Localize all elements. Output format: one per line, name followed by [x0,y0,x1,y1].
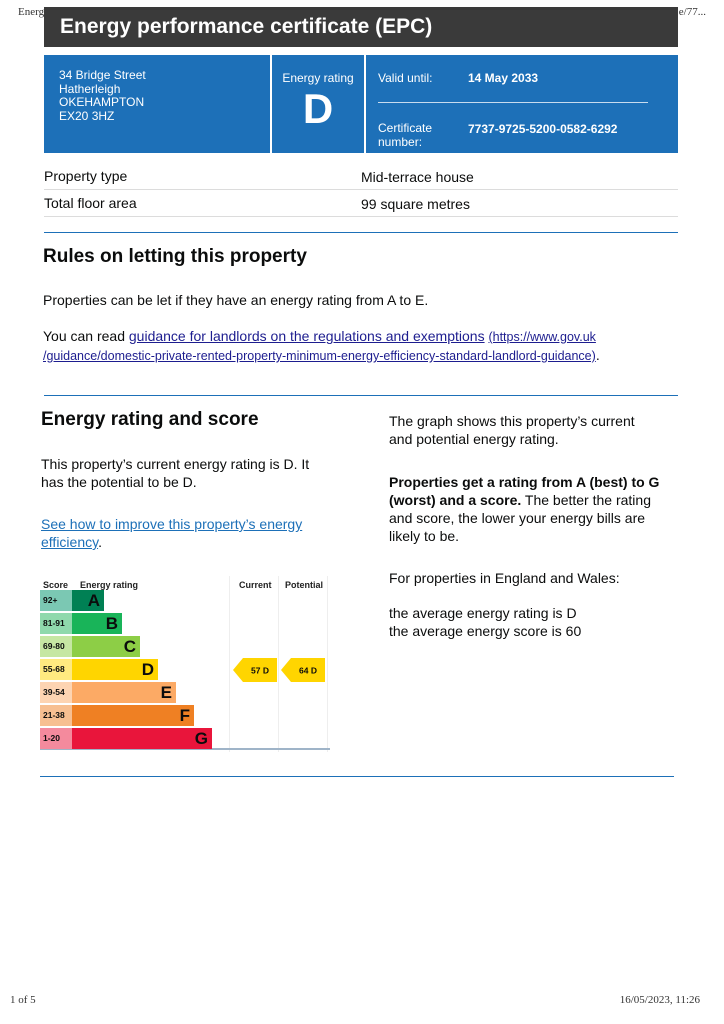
band-letter: F [179,706,190,725]
average-score-line: the average energy score is 60 [389,623,582,639]
guidance-suffix: . [595,347,600,363]
section-divider [44,395,678,396]
print-footer-left: 1 of 5 [10,994,36,1006]
band-letter: G [194,729,208,748]
letting-heading: Rules on letting this property [43,246,307,267]
band-bar [72,659,158,680]
energy-rating-chart [40,576,330,756]
band-score-label: 39-54 [40,682,72,703]
band-score-label: 21-38 [40,705,72,726]
floor-area-row [44,189,678,217]
current-rating-line: has the potential to be D. [41,474,197,490]
chart-gridline [229,576,230,752]
chart-header-rating: Energy rating [80,580,139,590]
chart-gridline [327,576,328,752]
rating-explanation-text: and score, the lower your energy bills are [389,510,646,526]
floor-area-value: 99 square metres [361,196,470,212]
floor-area-label: Total floor area [44,195,137,211]
band-score-label: 55-68 [40,659,72,680]
address-line: Hatherleigh [59,81,121,96]
chart-header-potential: Potential [285,580,324,590]
band-bar [72,590,104,611]
average-text [389,604,581,640]
improve-suffix: . [98,534,102,550]
band-score-label: 92+ [40,590,72,611]
rating-explanation-text: likely to be. [389,528,460,544]
band-bar [72,728,212,749]
energy-heading: Energy rating and score [41,409,259,430]
divider [364,55,366,153]
print-header-right: e/77... [678,6,706,18]
certificate-number-value: 7737-9725-5200-0582-6292 [468,122,618,136]
chart-header-score: Score [43,580,69,590]
rating-explanation-text: The better the rating [521,492,651,508]
guidance-url[interactable]: (https://www.gov.uk [488,330,596,344]
band-bar [72,613,122,634]
graph-description-line: and potential energy rating. [389,431,559,447]
current-rating-label: 57 D [251,665,269,675]
improve-paragraph [41,515,302,551]
potential-rating-arrow [281,658,325,682]
divider [270,55,272,153]
graph-description-line: The graph shows this property’s current [389,413,635,429]
current-rating-arrow [233,658,277,682]
energy-rating-label: Energy rating [282,71,354,85]
band-bar [72,682,176,703]
address-line: 34 Bridge Street [59,68,146,82]
improve-link[interactable]: See how to improve this property’s energy [41,516,303,532]
section-divider [44,232,678,233]
band-letter: A [87,591,100,610]
band-bar [72,636,140,657]
band-score-label: 69-80 [40,636,72,657]
band-letter: E [160,683,172,702]
chart-header-current: Current [239,580,272,590]
band-bar [72,705,194,726]
letting-paragraph: Properties can be let if they have an energy rating from A to E. [43,292,429,308]
property-type-value: Mid-terrace house [361,169,474,185]
valid-until-label: Valid until: [378,71,433,85]
guidance-link[interactable]: guidance for landlords on the regulations and exemptions [128,328,485,344]
address-line: OKEHAMPTON [59,95,145,109]
potential-rating-label: 64 D [299,665,317,675]
chart-gridline [278,576,279,752]
graph-description [389,412,635,448]
energy-rating-value: D [302,85,334,132]
property-type-row [44,162,678,190]
address [59,69,146,123]
guidance-url-continued[interactable]: /guidance/domestic-private-rented-property-minimum-energy-efficiency-standard-landlord-guidance) [43,349,596,363]
rating-explanation [389,473,659,545]
average-rating-line: the average energy rating is D [389,605,577,621]
rating-explanation-bold: Properties get a rating from A (best) to G [389,474,660,490]
band-score-label: 81-91 [40,613,72,634]
band-score-label: 1-20 [40,728,72,749]
england-wales-text: For properties in England and Wales: [389,570,620,586]
divider [378,102,648,103]
letting-guidance-paragraph [43,327,663,365]
address-line: EX20 3HZ [59,108,115,123]
rating-explanation-bold: (worst) and a score. [389,492,522,508]
band-letter: B [105,614,118,633]
guidance-prefix: You can read [43,328,129,344]
page-title: Energy performance certificate (EPC) [44,7,678,47]
certificate-summary [44,55,678,153]
print-footer-right: 16/05/2023, 11:26 [619,994,700,1006]
band-letter: D [141,660,154,679]
property-type-label: Property type [44,168,128,184]
certificate-number-label: Certificate number: [378,121,433,149]
current-rating-line: This property’s current energy rating is D. It [41,456,310,472]
current-rating-text [41,455,309,491]
improve-link-continued[interactable]: efficiency [41,534,99,550]
print-header-left: Energ [18,6,45,18]
valid-until-value: 14 May 2033 [468,71,539,85]
section-divider [40,776,674,777]
band-letter: C [123,637,136,656]
